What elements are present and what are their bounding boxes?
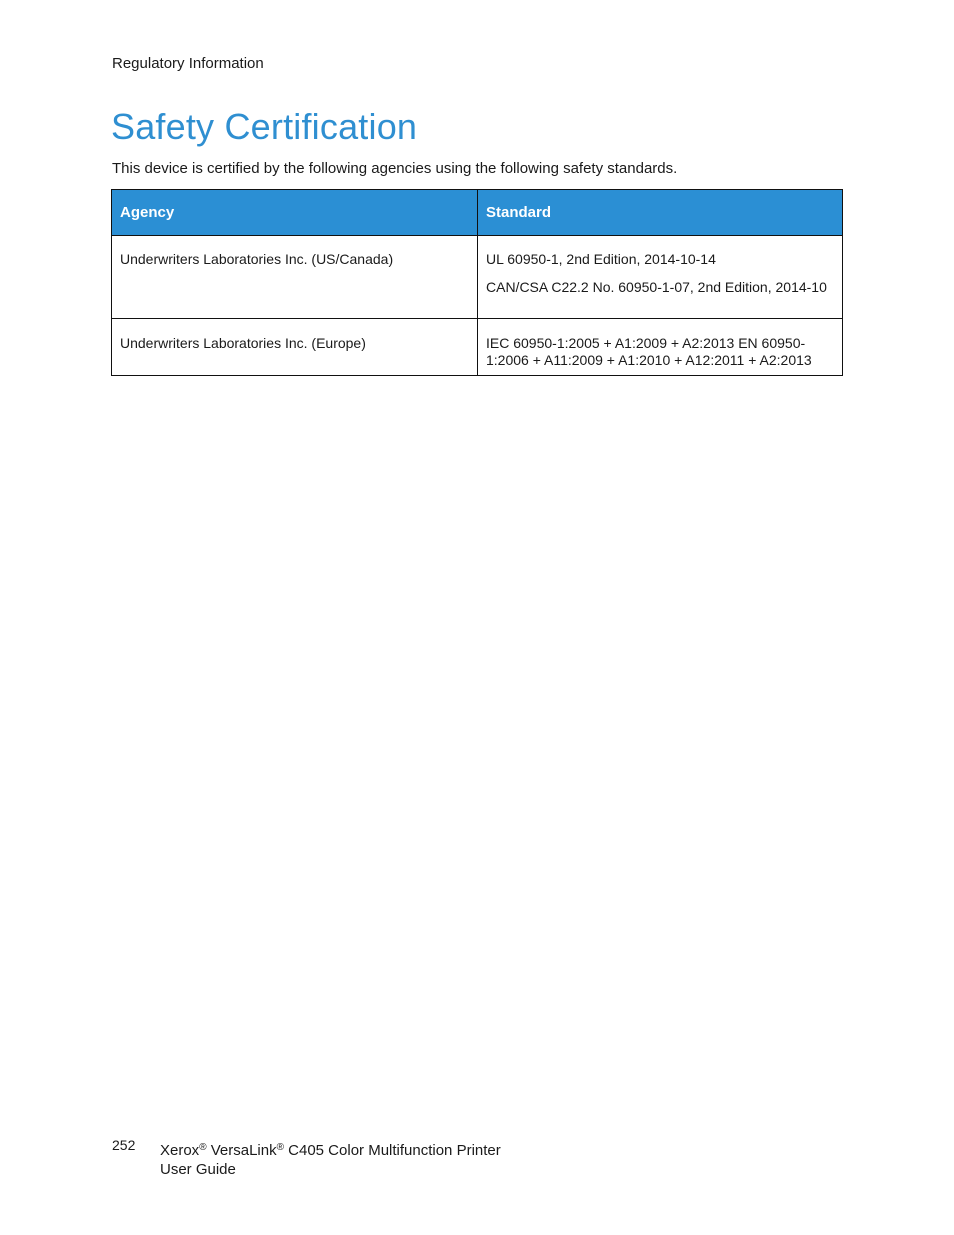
agency-cell: Underwriters Laboratories Inc. (Europe) [112,319,478,376]
agency-cell: Underwriters Laboratories Inc. (US/Canada) [112,236,478,319]
table-row [112,319,843,376]
intro-paragraph: This device is certified by the following agencies using the following safety standards. [112,160,678,177]
standard-cell [478,236,843,319]
running-header: Regulatory Information [112,55,264,72]
table-header-row [112,190,843,236]
registered-mark: ® [199,1142,207,1153]
certification-table [111,189,843,376]
standard-entry: IEC 60950-1:2005 + A1:2009 + A2:2013 EN 60950-1:2006 + A11:2009 + A1:2010 + A12:2011 + A2:2013 [486,335,812,368]
standard-entry: CAN/CSA C22.2 No. 60950-1-07, 2nd Edition, 2014-10 [486,279,827,295]
registered-mark: ® [276,1142,284,1153]
standard-entry: UL 60950-1, 2nd Edition, 2014-10-14 [486,251,716,267]
footer-product-model: C405 Color Multifunction Printer [288,1142,501,1159]
footer-brand: Xerox [160,1142,200,1159]
footer-product-info [160,1138,501,1179]
table-row [112,236,843,319]
standard-cell [478,319,843,376]
footer-product-name [160,1138,501,1160]
page-title: Safety Certification [111,106,418,147]
page-number: 252 [112,1137,136,1153]
column-header-standard: Standard [478,190,843,236]
footer-doc-type: User Guide [160,1161,236,1178]
column-header-agency: Agency [112,190,478,236]
footer-product-line: VersaLink [210,1142,277,1159]
